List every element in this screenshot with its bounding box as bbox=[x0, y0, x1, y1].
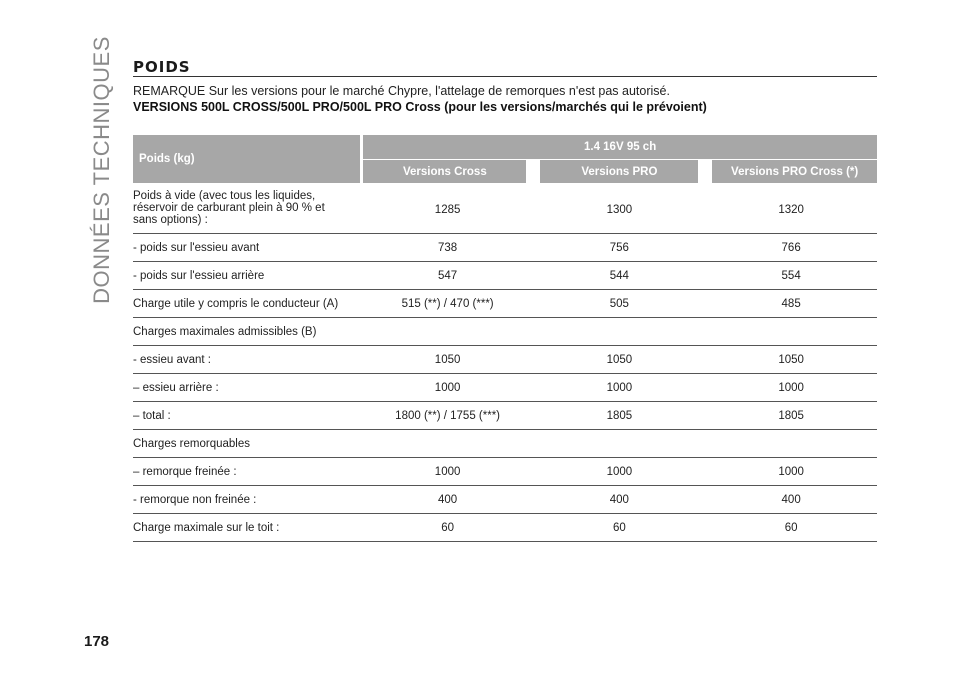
header-version-pro: Versions PRO bbox=[533, 160, 705, 184]
header-version-pro-cross: Versions PRO Cross (*) bbox=[705, 160, 877, 184]
versions-heading: VERSIONS 500L CROSS/500L PRO/500L PRO Cross (pour les versions/marchés qui le prévoient) bbox=[133, 100, 707, 114]
row-label: - remorque non freinée : bbox=[133, 486, 362, 514]
row-value: 60 bbox=[533, 514, 705, 542]
row-value: 766 bbox=[705, 234, 877, 262]
row-value bbox=[362, 430, 534, 458]
table-row bbox=[133, 430, 877, 458]
table-row bbox=[133, 402, 877, 430]
section-title: POIDS bbox=[133, 58, 191, 76]
table-body bbox=[133, 183, 877, 542]
table-row bbox=[133, 346, 877, 374]
row-label: – remorque freinée : bbox=[133, 458, 362, 486]
title-divider bbox=[133, 76, 877, 77]
side-section-title bbox=[84, 36, 120, 304]
table-row bbox=[133, 318, 877, 346]
row-label: - essieu avant : bbox=[133, 346, 362, 374]
table-row bbox=[133, 183, 877, 234]
weights-table bbox=[133, 135, 877, 542]
row-value: 400 bbox=[362, 486, 534, 514]
row-value: 738 bbox=[362, 234, 534, 262]
row-value: 756 bbox=[533, 234, 705, 262]
row-value: 547 bbox=[362, 262, 534, 290]
table-row bbox=[133, 458, 877, 486]
row-value: 1285 bbox=[362, 183, 534, 234]
row-value: 1000 bbox=[362, 458, 534, 486]
row-value: 515 (**) / 470 (***) bbox=[362, 290, 534, 318]
row-value: 505 bbox=[533, 290, 705, 318]
header-version-cross: Versions Cross bbox=[362, 160, 534, 184]
row-value: 1050 bbox=[705, 346, 877, 374]
row-value bbox=[362, 318, 534, 346]
row-value: 60 bbox=[705, 514, 877, 542]
row-value: 400 bbox=[533, 486, 705, 514]
row-value: 1050 bbox=[533, 346, 705, 374]
row-label: Charge maximale sur le toit : bbox=[133, 514, 362, 542]
row-value: 1320 bbox=[705, 183, 877, 234]
row-value: 1000 bbox=[533, 458, 705, 486]
row-value: 60 bbox=[362, 514, 534, 542]
row-label: – total : bbox=[133, 402, 362, 430]
row-value bbox=[705, 318, 877, 346]
row-value: 485 bbox=[705, 290, 877, 318]
row-value: 544 bbox=[533, 262, 705, 290]
row-value: 1800 (**) / 1755 (***) bbox=[362, 402, 534, 430]
page-number: 178 bbox=[84, 633, 110, 650]
side-section-title-text: DONNÉES TECHNIQUES bbox=[89, 36, 114, 304]
row-value: 1805 bbox=[705, 402, 877, 430]
row-label: - poids sur l'essieu avant bbox=[133, 234, 362, 262]
table-row bbox=[133, 290, 877, 318]
row-value bbox=[533, 318, 705, 346]
table-row bbox=[133, 514, 877, 542]
table-row bbox=[133, 262, 877, 290]
remark-note: REMARQUE Sur les versions pour le marché Chypre, l'attelage de remorques n'est pas autorisé. bbox=[133, 84, 670, 98]
row-label: Charges maximales admissibles (B) bbox=[133, 318, 362, 346]
table-row bbox=[133, 374, 877, 402]
row-value: 1000 bbox=[533, 374, 705, 402]
table-row bbox=[133, 486, 877, 514]
row-label: - poids sur l'essieu arrière bbox=[133, 262, 362, 290]
row-value bbox=[705, 430, 877, 458]
row-value: 1000 bbox=[705, 374, 877, 402]
row-value bbox=[533, 430, 705, 458]
row-value: 1000 bbox=[705, 458, 877, 486]
header-engine: 1.4 16V 95 ch bbox=[362, 135, 877, 160]
row-value: 554 bbox=[705, 262, 877, 290]
row-value: 1805 bbox=[533, 402, 705, 430]
row-label: – essieu arrière : bbox=[133, 374, 362, 402]
row-value: 1300 bbox=[533, 183, 705, 234]
row-label: Poids à vide (avec tous les liquides, réservoir de carburant plein à 90 % et sans options) : bbox=[133, 183, 362, 234]
row-label: Charges remorquables bbox=[133, 430, 362, 458]
row-value: 1000 bbox=[362, 374, 534, 402]
table-row bbox=[133, 234, 877, 262]
header-weights-label: Poids (kg) bbox=[133, 135, 362, 183]
row-value: 1050 bbox=[362, 346, 534, 374]
row-label: Charge utile y compris le conducteur (A) bbox=[133, 290, 362, 318]
row-value: 400 bbox=[705, 486, 877, 514]
